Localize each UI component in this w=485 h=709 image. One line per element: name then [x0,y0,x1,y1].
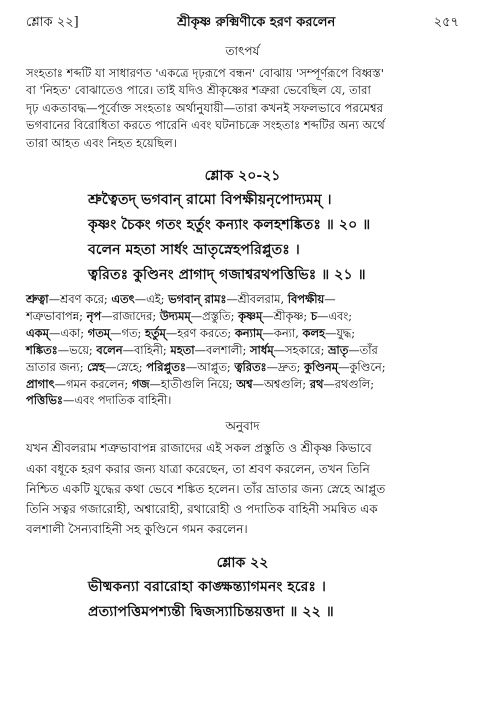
translation-line: তিনি সত্বর গজারোহী, অশ্বারোহী, রথারোহী ও পদাতিক বাহিনী সমন্বিত এক [26,501,378,516]
synonym-word: কলহ [302,325,325,340]
synonym-word: চ [310,308,317,323]
purport-line: ভগবানের বিরোধিতা করতে পারেনি এবং ঘটনাচক্রে সংহতাঃ শব্দটির অন্য অর্থে [26,118,385,133]
synonym-meaning: —বলশালী; [194,342,251,357]
header-chapter-title: শ্রীকৃষ্ণ রুক্মিণীকে হরণ করলেন [177,15,336,30]
synonym-word: পরিপ্লুতঃ [146,359,186,374]
synonym-word: বিপক্ষীয় [287,292,325,307]
synonym-meaning: —ভয়ে; [57,342,97,357]
synonym-meaning: —কুণ্ডিনে; [338,359,386,374]
synonym-meaning: —গত; [110,325,145,340]
synonym-word: উদ্যমম্ [159,308,191,323]
verse-line: প্রত্যাপত্তিমপশ্যন্তী দ্বিজস্যাচিন্তয়ত্তদা ॥ ২২ ॥ [88,604,334,621]
synonym-meaning: —কন্যা, [262,325,303,340]
synonym-line [26,325,459,342]
synonym-word: কন্যাম্ [234,325,263,340]
synonym-line [26,291,459,308]
synonym-meaning: —দ্রুত; [266,359,305,374]
synonym-word: হর্তুম্ [144,325,166,340]
synonym-meaning: —শ্রীকৃষ্ণ; [262,308,311,323]
purport-line: বা 'নিহত' বোঝাতেও পারে। তাই যদিও শ্রীকৃষ্ণের শত্রুরা ভেবেছিল যে, তারা [26,83,371,98]
translation-line: একা বধূকে হরণ করার জন্য যাত্রা করেছেন, তা শ্রবণ করলেন, তখন তিনি [26,461,370,476]
running-header [26,0,459,33]
synonym-meaning: —এবং পদাতিক বাহিনী। [62,393,172,408]
verse-line: ভীষ্মকন্যা বরারোহা কাঙ্ক্ষন্ত্যাগমনং হরেঃ । [88,579,326,596]
synonym-word: গজ [131,376,150,391]
synonym-word: এতৎ [111,292,135,307]
synonym-word: কুণ্ডিনম্ [304,359,339,374]
synonym-meaning: — [324,292,336,307]
synonym-word: কৃষ্ণম্ [238,308,263,323]
synonym-line [26,342,459,359]
verse-line: বলেন মহতা সার্ধং ভ্রাতৃস্নেহপরিপ্লুতঃ । [88,242,300,259]
header-verse-ref: শ্লোক ২২] [26,15,79,30]
purport-line: তারা আহত এবং নিহত হয়েছিল। [26,135,177,150]
verse-line: ত্বরিতঃ কুণ্ডিনং প্রাগাদ্ গজাশ্বরথপত্তিভিঃ ॥ ২১ ॥ [88,267,366,284]
translation-body [26,438,459,539]
synonyms-block [26,291,459,409]
synonym-word: ভগবান্ রামঃ [168,292,227,307]
synonym-line [26,392,459,409]
verse-line: শ্রুত্বৈতদ্ ভগবান্ রামো বিপক্ষীয়নৃপোদ্যমম্ । [88,192,332,209]
synonym-meaning: —একা; [48,325,88,340]
synonym-meaning: —গমন করলেন; [54,376,132,391]
synonym-meaning: —হাতীগুলি নিয়ে; [149,376,237,391]
synonym-word: নৃপ [86,308,102,323]
synonym-meaning: —আপ্লুত; [185,359,235,374]
synonym-word: একম্ [26,325,49,340]
synonym-word: রথ [309,376,324,391]
synonym-meaning: —হরণ করতে; [165,325,235,340]
translation-title: অনুবাদ [225,419,260,434]
synonym-word: শ্রুত্বা [26,292,49,307]
synonym-word: প্রাগাৎ [26,376,55,391]
purport-line: দৃঢ় একতাবদ্ধ—পূর্বোক্ত সংহতাঃ অর্থানুযায়ী—তারা কখনই সফলভাবে পরমেশ্বর [26,100,383,115]
synonym-meaning: —এই; [134,292,169,307]
synonym-meaning: —শ্রবণ করে; [48,292,112,307]
synonym-word: অশ্ব [236,376,253,391]
synonym-word: ত্বরিতঃ [234,359,267,374]
translation-line: বলশালী সৈন্যবাহিনী সহ কুণ্ডিনে গমন করলেন। [26,522,248,537]
synonym-meaning: —রাজাদের; [101,308,160,323]
synonym-meaning: —শ্রীবলরাম, [226,292,288,307]
page-number: ২৫৭ [433,15,459,30]
synonym-word: ভ্রাতৃ [328,342,349,357]
synonym-meaning: —প্রস্তুতি; [190,308,239,323]
verse-line: কৃষ্ণং চৈকং গতং হর্তুং কন্যাং কলহশঙ্কিতঃ ॥ ২০ ॥ [88,217,371,234]
purport-line: সংহতাঃ শব্দটি যা সাধারণত 'একত্রে দৃঢ়রূপে বন্ধন' বোঝায় 'সম্পূর্ণরূপে বিধ্বস্ত' [26,66,384,80]
synonym-meaning: —তাঁর [348,342,378,357]
synonym-word: স্নেহ [87,359,105,374]
synonym-word: শঙ্কিতঃ [26,342,58,357]
verse-20-21-text [26,188,459,288]
synonym-meaning: —এবং; [317,308,353,323]
synonym-meaning: —অশ্বগুলি; [252,376,310,391]
synonym-meaning: —সহকারে; [273,342,329,357]
verse-22-title: শ্লোক ২২ [216,555,269,572]
synonym-line [26,359,459,376]
synonym-line [26,376,459,393]
synonym-meaning: —রথগুলি; [323,376,375,391]
purport-title: তাৎপর্য [225,44,260,58]
translation-line: যখন শ্রীবলরাম শত্রুভাবাপন্ন রাজাদের এই সকল প্রস্তুতি ও শ্রীকৃষ্ণ কিভাবে [26,441,372,456]
synonym-meaning: —যুদ্ধ; [324,325,356,340]
verse-22-text [26,575,459,625]
synonym-line [26,308,459,325]
synonym-meaning: —বাহিনী; [122,342,171,357]
translation-line: নিশ্চিত একটি যুদ্ধের কথা ভেবে শঙ্কিত হলেন। তাঁর ভ্রাতার জন্য স্নেহে আপ্লুত [26,481,386,496]
verse-20-21-title: শ্লোক ২০-২১ [204,168,281,185]
synonym-word: মহতা [170,342,195,357]
synonym-word: গতম্ [87,325,111,340]
synonym-meaning: —স্নেহে; [105,359,147,374]
synonym-meaning: শত্রুভাবাপন্ন; [26,308,87,323]
synonym-word: সার্ধম্ [250,342,274,357]
synonym-meaning: ভ্রাতার জন্য; [26,359,88,374]
purport-body [26,65,459,152]
synonym-word: বলেন [96,342,123,357]
synonym-word: পত্তিভিঃ [26,393,63,408]
